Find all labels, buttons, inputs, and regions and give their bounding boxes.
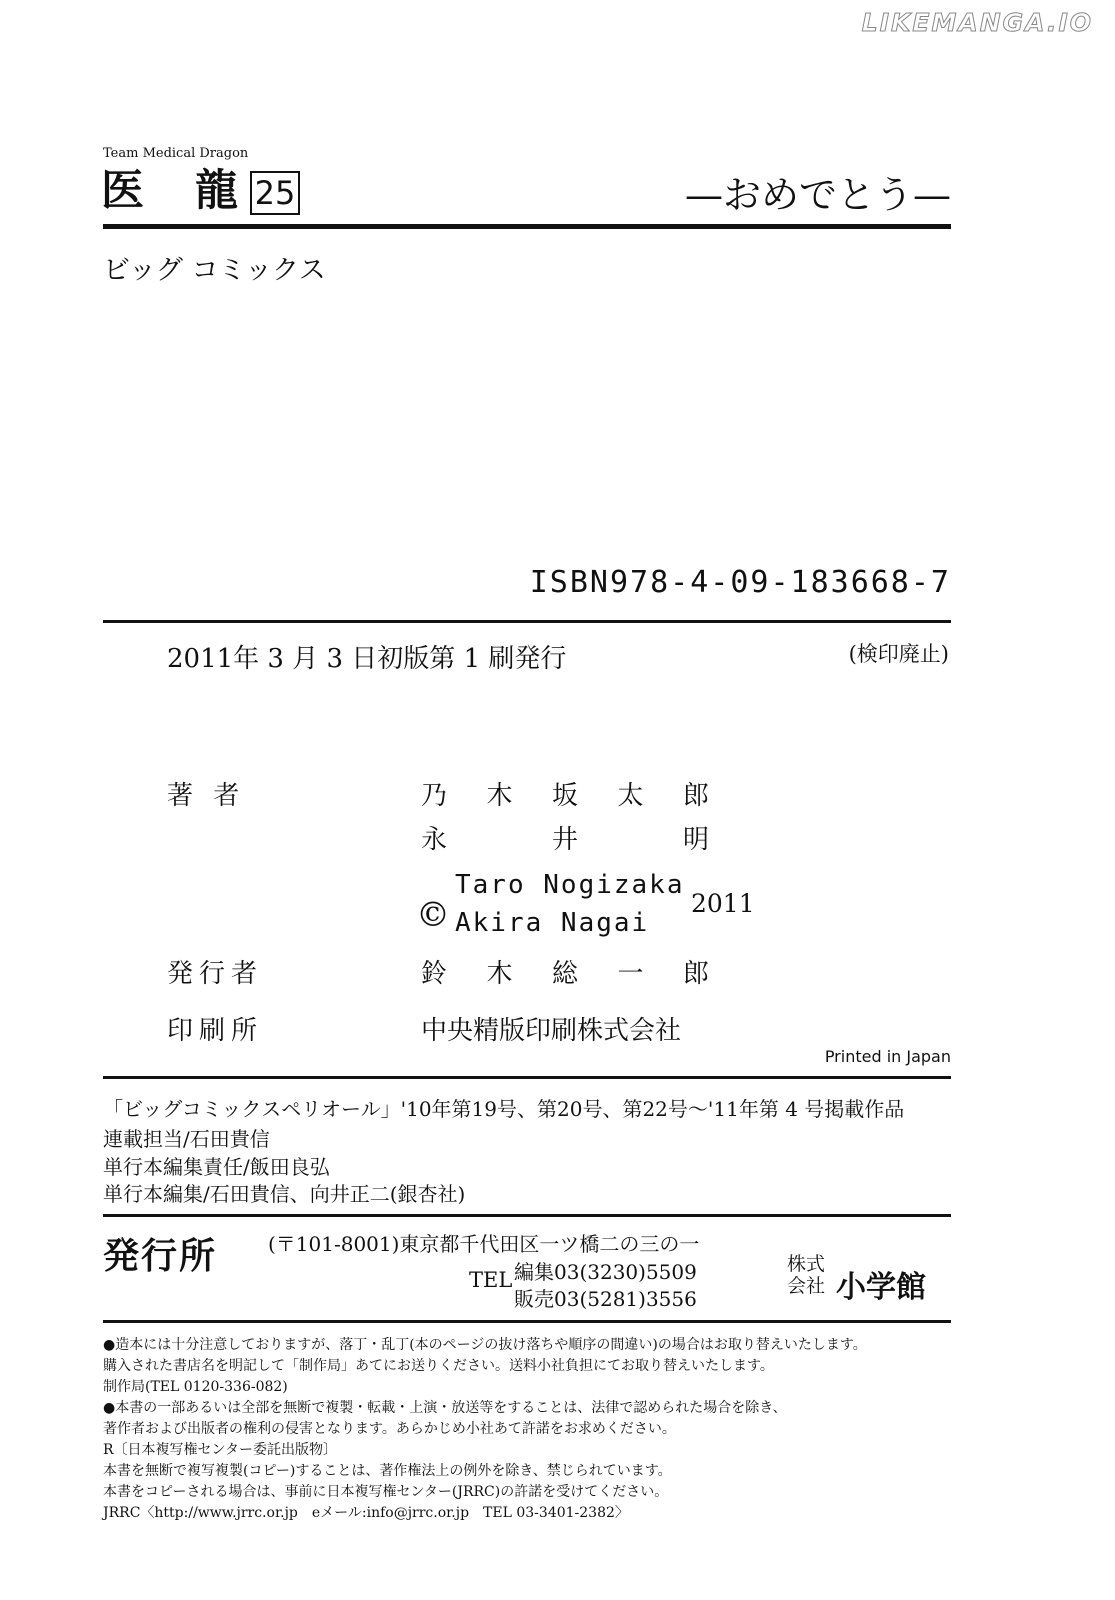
publisher-person-char: 郎 xyxy=(682,959,709,989)
publisher-person-char: 一 xyxy=(617,959,644,989)
author1-char: 乃 xyxy=(421,781,448,811)
company-prefix xyxy=(787,1253,825,1297)
author-name-2 xyxy=(421,819,709,856)
author2-char: 永 xyxy=(421,825,448,855)
author2-char: 明 xyxy=(682,825,709,855)
author1-char: 坂 xyxy=(551,781,578,811)
author-label: 著 者 xyxy=(167,781,246,811)
printer-label: 印刷所 xyxy=(167,1016,264,1046)
volume-editor-in-charge: 単行本編集責任/飯田良弘 xyxy=(103,1155,330,1179)
imprint-label: ビッグ コミックス xyxy=(103,255,326,286)
credits-rule xyxy=(103,1076,951,1079)
volume-subtitle: —おめでとう— xyxy=(684,173,951,217)
serialization-editor: 連載担当/石田貴信 xyxy=(103,1127,270,1151)
author1-char: 郎 xyxy=(682,781,709,811)
isbn-rule xyxy=(103,620,951,623)
publisher-address: (〒101-8001)東京都千代田区一ツ橋二の三の一 xyxy=(268,1232,700,1256)
copyright-icon: © xyxy=(416,895,450,935)
company-prefix-line1: 株式 xyxy=(787,1253,826,1275)
isbn: ISBN978-4-09-183668-7 xyxy=(529,565,951,600)
publisher-company-name: 小学館 xyxy=(836,1270,926,1305)
tel-label: TEL xyxy=(469,1268,513,1292)
author1-char: 木 xyxy=(486,781,513,811)
notice-line: 制作局(TEL 0120-336-082) xyxy=(103,1379,288,1395)
publisher-person-char: 木 xyxy=(486,959,513,989)
company-prefix-line2: 会社 xyxy=(787,1275,826,1297)
series-english-title: Team Medical Dragon xyxy=(103,146,249,161)
seal-note: (検印廃止) xyxy=(848,642,949,666)
publication-date: 2011年 3 月 3 日初版第 1 刷発行 xyxy=(167,644,567,674)
printed-in-japan: Printed in Japan xyxy=(824,1047,951,1066)
publisher-person-char: 鈴 xyxy=(421,959,448,989)
copyright-holder-1: Taro Nogizaka xyxy=(455,870,685,900)
site-watermark: LIKEMANGA.IO xyxy=(861,8,1093,37)
publisher-person-name xyxy=(421,953,709,990)
notice-line: 本書を無断で複写複製(コピー)することは、著作権法上の例外を除き、禁じられています。 xyxy=(103,1463,672,1479)
publisher-person-char: 総 xyxy=(551,959,578,989)
author2-char: 井 xyxy=(551,825,578,855)
volume-number: 25 xyxy=(250,171,300,215)
copyright-holder-2: Akira Nagai xyxy=(455,908,650,938)
publisher-label: 発行所 xyxy=(103,1236,218,1277)
serialization-source: 「ビッグコミックスペリオール」'10年第19号、第20号、第22号〜'11年第 4 号掲載作品 xyxy=(103,1097,905,1121)
notice-line: R〔日本複写権センター委託出版物〕 xyxy=(103,1442,337,1458)
printer-name: 中央精版印刷株式会社 xyxy=(421,1016,682,1046)
publisher-person-label: 発行者 xyxy=(167,959,264,989)
notice-line: ●本書の一部あるいは全部を無断で複製・転載・上演・放送等をすることは、法律で認められた場合を除き、 xyxy=(103,1400,787,1416)
tel-editorial: 編集03(3230)5509 xyxy=(514,1260,697,1284)
notice-line: 本書をコピーされる場合は、事前に日本複写権センター(JRRC)の許諾を受けてください。 xyxy=(103,1484,669,1500)
notice-line: ●造本には十分注意しておりますが、落丁・乱丁(本のページの抜け落ちや順序の間違い)の場合はお取り替えいたします。 xyxy=(103,1337,867,1353)
tel-sales: 販売03(5281)3556 xyxy=(514,1287,697,1311)
notice-line: 購入された書店名を明記して「制作局」あてにお送りください。送料小社負担にてお取り替えいたします。 xyxy=(103,1358,774,1374)
publisher-bottom-rule xyxy=(103,1320,951,1323)
copyright-year: 2011 xyxy=(691,889,755,918)
volume-editors: 単行本編集/石田貴信、向井正二(銀杏社) xyxy=(103,1182,466,1206)
notice-line: 著作者および出版者の権利の侵害となります。あらかじめ小社あて許諾をお求めください。 xyxy=(103,1421,676,1437)
series-title: 医 龍 xyxy=(101,166,256,216)
author-name-1 xyxy=(421,775,709,812)
title-rule xyxy=(103,224,951,229)
author1-char: 太 xyxy=(617,781,644,811)
notice-line: JRRC〈http://www.jrrc.or.jp eメール:info@jrrc.or.jp TEL 03-3401-2382〉 xyxy=(103,1505,629,1521)
publisher-top-rule xyxy=(103,1214,951,1217)
